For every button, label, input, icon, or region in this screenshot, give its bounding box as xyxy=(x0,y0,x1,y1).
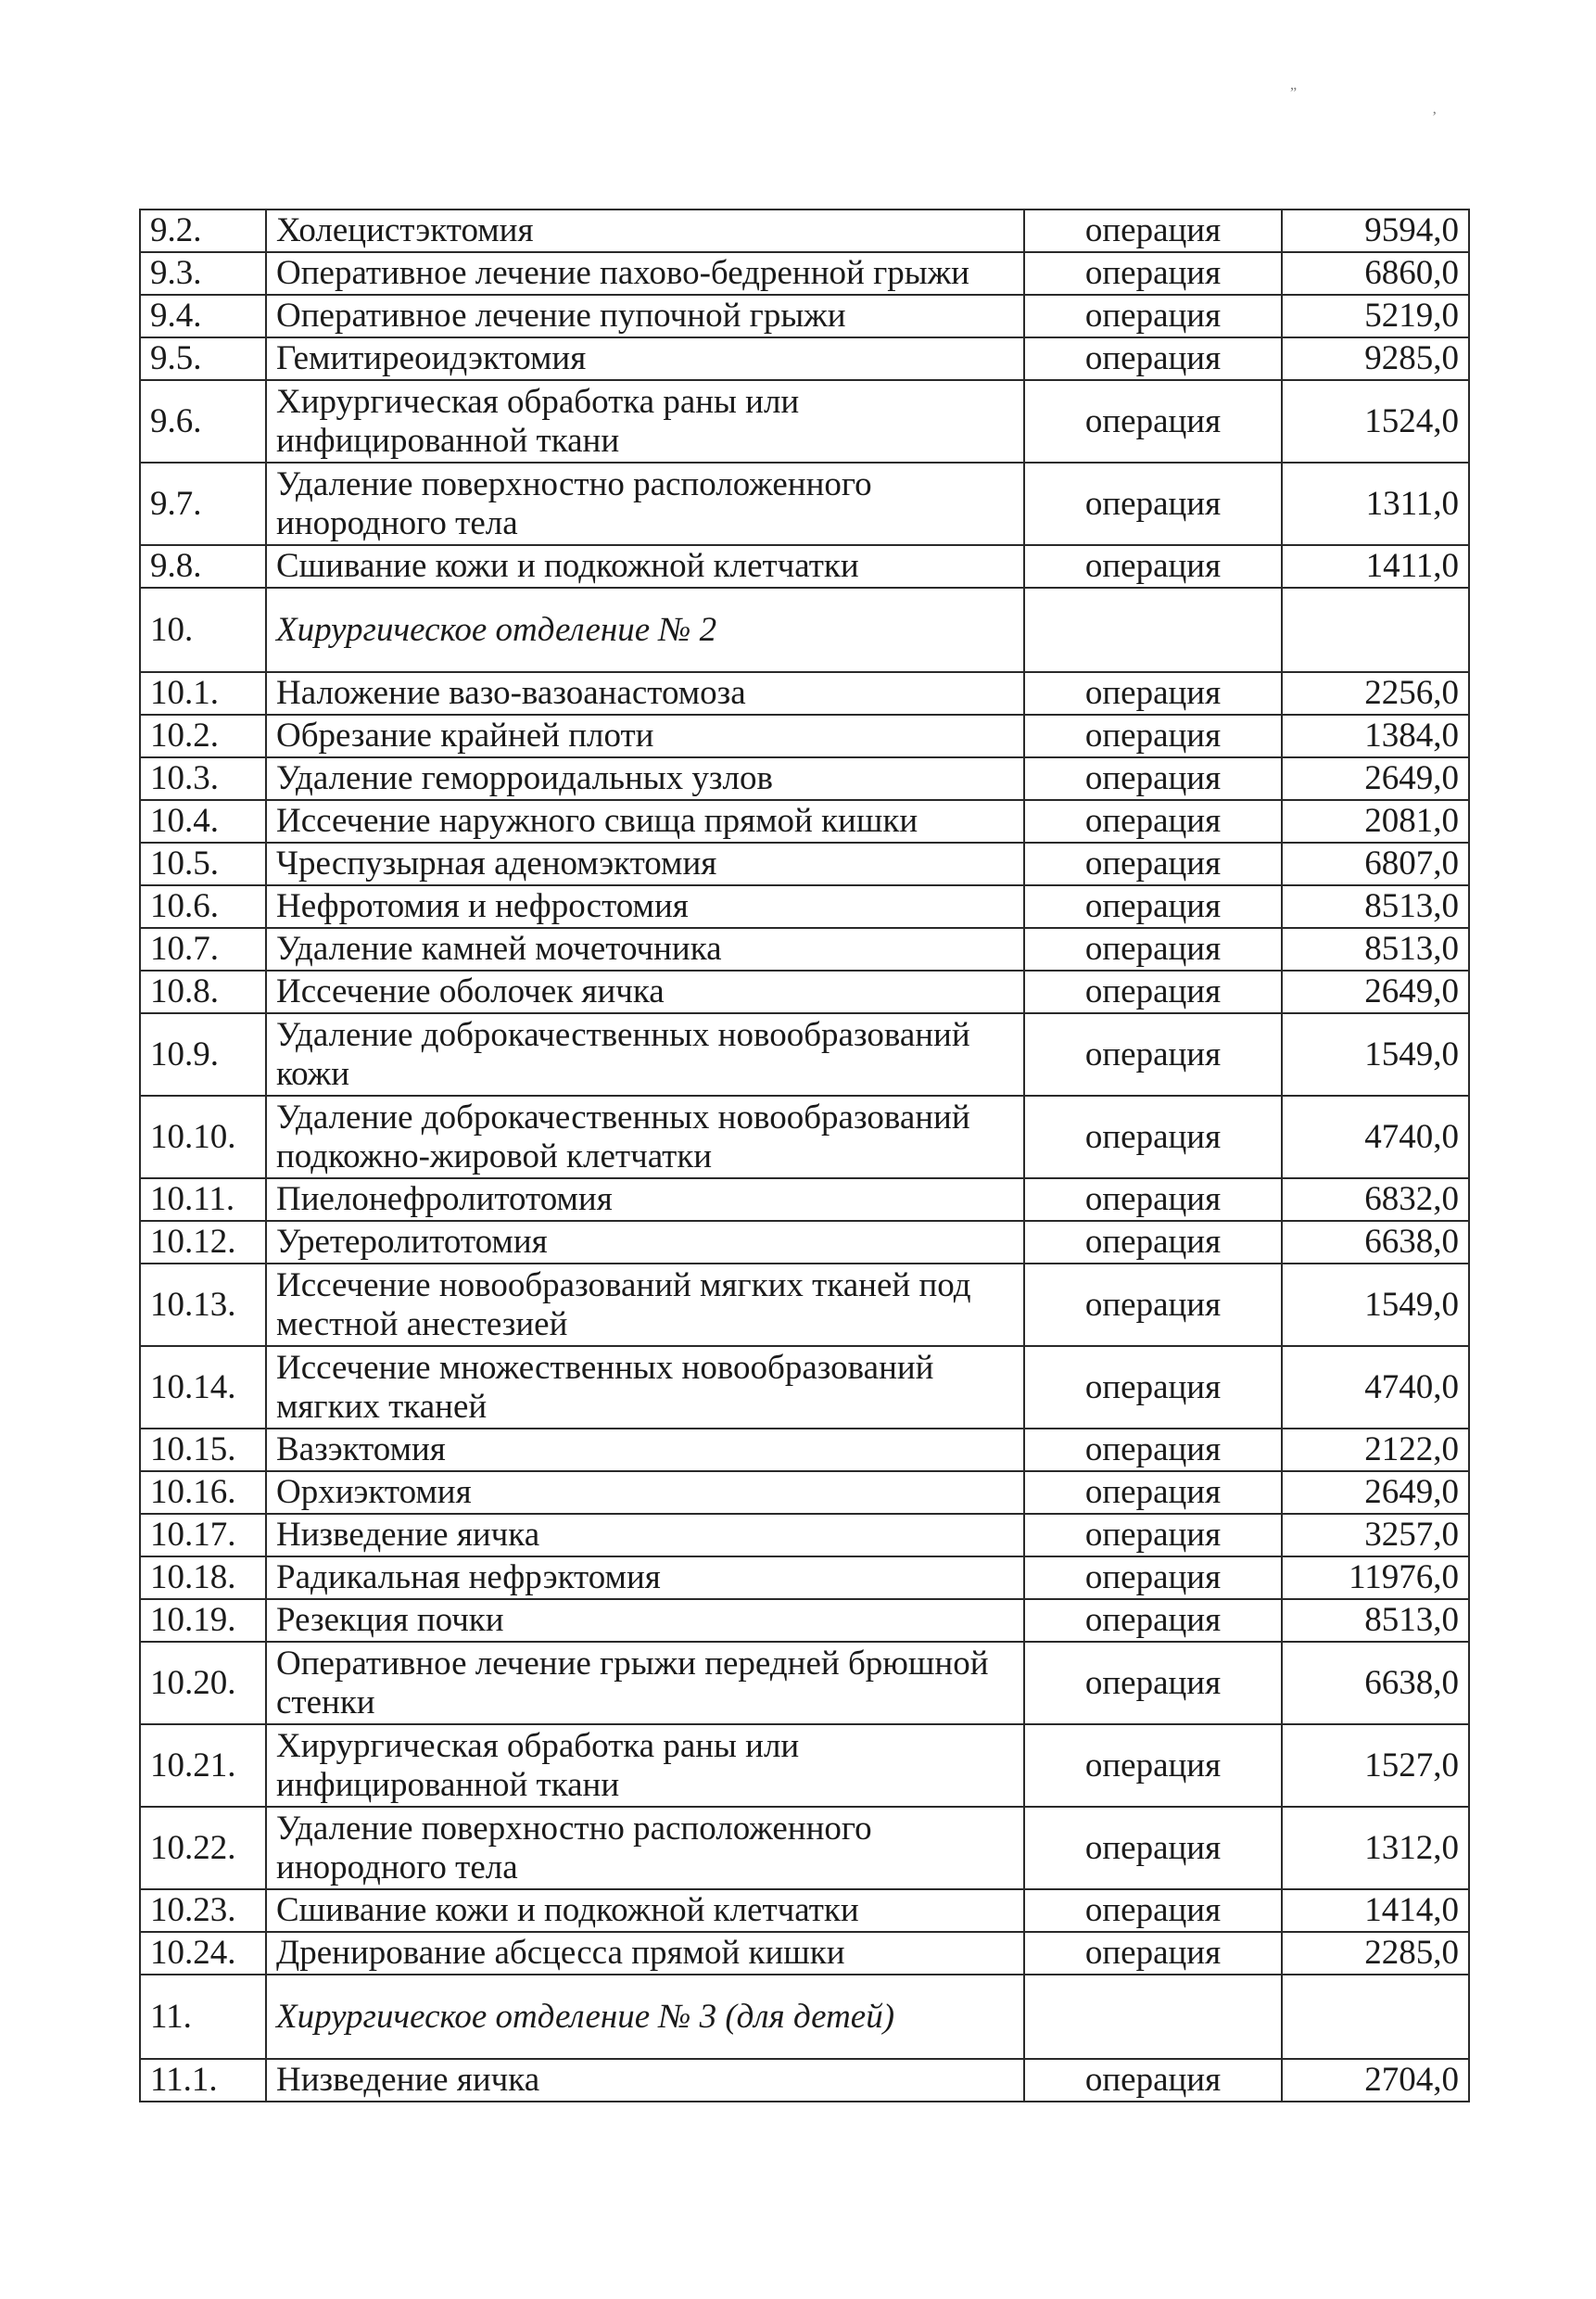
table-row xyxy=(140,843,1469,885)
unit-cell: операция xyxy=(1024,1556,1282,1599)
table-row xyxy=(140,210,1469,252)
price-cell: 2081,0 xyxy=(1282,800,1469,843)
table-row xyxy=(140,971,1469,1013)
unit-cell: операция xyxy=(1024,380,1282,463)
price-cell: 9285,0 xyxy=(1282,337,1469,380)
unit-cell: операция xyxy=(1024,295,1282,337)
price-list-table xyxy=(139,209,1470,2102)
unit-cell: операция xyxy=(1024,672,1282,715)
price-cell: 4740,0 xyxy=(1282,1096,1469,1178)
price-cell: 6832,0 xyxy=(1282,1178,1469,1221)
row-number: 10.5. xyxy=(140,843,266,885)
price-cell: 1312,0 xyxy=(1282,1807,1469,1889)
price-cell: 1384,0 xyxy=(1282,715,1469,757)
table-row xyxy=(140,1642,1469,1724)
service-name: Вазэктомия xyxy=(266,1429,1024,1471)
price-cell: 6860,0 xyxy=(1282,252,1469,295)
table-row xyxy=(140,1932,1469,1975)
price-cell: 2649,0 xyxy=(1282,757,1469,800)
service-name: Оперативное лечение пахово-бедренной грыжи xyxy=(266,252,1024,295)
service-name: Оперативное лечение пупочной грыжи xyxy=(266,295,1024,337)
service-name: Дренирование абсцесса прямой кишки xyxy=(266,1932,1024,1975)
row-number: 10.14. xyxy=(140,1346,266,1429)
unit-cell: операция xyxy=(1024,1889,1282,1932)
service-name: Удаление поверхностно расположенного инородного тела xyxy=(266,463,1024,545)
price-cell: 4740,0 xyxy=(1282,1346,1469,1429)
table-row xyxy=(140,715,1469,757)
row-number: 10.2. xyxy=(140,715,266,757)
price-cell: 2649,0 xyxy=(1282,971,1469,1013)
row-number: 10.18. xyxy=(140,1556,266,1599)
service-name: Хирургическое отделение № 3 (для детей) xyxy=(266,1975,1024,2059)
row-number: 9.6. xyxy=(140,380,266,463)
row-number: 10.7. xyxy=(140,928,266,971)
table-row xyxy=(140,1889,1469,1932)
table-row xyxy=(140,2059,1469,2102)
service-name: Нефротомия и нефростомия xyxy=(266,885,1024,928)
service-name: Орхиэктомия xyxy=(266,1471,1024,1514)
row-number: 10. xyxy=(140,588,266,672)
unit-cell: операция xyxy=(1024,545,1282,588)
table-row xyxy=(140,1221,1469,1264)
price-cell: 9594,0 xyxy=(1282,210,1469,252)
row-number: 10.6. xyxy=(140,885,266,928)
unit-cell: операция xyxy=(1024,1471,1282,1514)
table-row xyxy=(140,757,1469,800)
table-row xyxy=(140,672,1469,715)
unit-cell: операция xyxy=(1024,1807,1282,1889)
row-number: 10.9. xyxy=(140,1013,266,1096)
price-cell: 1527,0 xyxy=(1282,1724,1469,1807)
row-number: 11. xyxy=(140,1975,266,2059)
row-number: 9.7. xyxy=(140,463,266,545)
table-row xyxy=(140,1429,1469,1471)
service-name: Оперативное лечение грыжи передней брюшной стенки xyxy=(266,1642,1024,1724)
unit-cell: операция xyxy=(1024,928,1282,971)
row-number: 10.23. xyxy=(140,1889,266,1932)
table-row xyxy=(140,463,1469,545)
service-name: Хирургическое отделение № 2 xyxy=(266,588,1024,672)
service-name: Гемитиреоидэктомия xyxy=(266,337,1024,380)
table-row xyxy=(140,380,1469,463)
row-number: 9.3. xyxy=(140,252,266,295)
service-name: Сшивание кожи и подкожной клетчатки xyxy=(266,545,1024,588)
row-number: 10.13. xyxy=(140,1264,266,1346)
unit-cell: операция xyxy=(1024,210,1282,252)
table-row xyxy=(140,1096,1469,1178)
row-number: 10.16. xyxy=(140,1471,266,1514)
unit-cell: операция xyxy=(1024,1221,1282,1264)
row-number: 9.4. xyxy=(140,295,266,337)
section-row xyxy=(140,588,1469,672)
service-name: Удаление камней мочеточника xyxy=(266,928,1024,971)
unit-cell: операция xyxy=(1024,1514,1282,1556)
service-name: Иссечение наружного свища прямой кишки xyxy=(266,800,1024,843)
service-name: Удаление геморроидальных узлов xyxy=(266,757,1024,800)
unit-cell xyxy=(1024,1975,1282,2059)
unit-cell: операция xyxy=(1024,2059,1282,2102)
table-row xyxy=(140,1599,1469,1642)
price-cell xyxy=(1282,588,1469,672)
table-row xyxy=(140,545,1469,588)
table-row xyxy=(140,1514,1469,1556)
service-name: Хирургическая обработка раны или инфицированной ткани xyxy=(266,380,1024,463)
table-row xyxy=(140,1178,1469,1221)
row-number: 10.19. xyxy=(140,1599,266,1642)
price-cell: 2256,0 xyxy=(1282,672,1469,715)
unit-cell: операция xyxy=(1024,1264,1282,1346)
table-row xyxy=(140,1471,1469,1514)
price-cell: 1414,0 xyxy=(1282,1889,1469,1932)
row-number: 9.2. xyxy=(140,210,266,252)
price-cell: 1311,0 xyxy=(1282,463,1469,545)
row-number: 10.8. xyxy=(140,971,266,1013)
service-name: Пиелонефролитотомия xyxy=(266,1178,1024,1221)
row-number: 10.11. xyxy=(140,1178,266,1221)
price-cell: 2704,0 xyxy=(1282,2059,1469,2102)
row-number: 10.22. xyxy=(140,1807,266,1889)
price-cell: 1524,0 xyxy=(1282,380,1469,463)
unit-cell: операция xyxy=(1024,715,1282,757)
scan-mark: ” xyxy=(1290,85,1298,101)
row-number: 9.8. xyxy=(140,545,266,588)
service-name: Низведение яичка xyxy=(266,2059,1024,2102)
price-cell: 2122,0 xyxy=(1282,1429,1469,1471)
service-name: Иссечение новообразований мягких тканей под местной анестезией xyxy=(266,1264,1024,1346)
row-number: 10.3. xyxy=(140,757,266,800)
price-cell: 6807,0 xyxy=(1282,843,1469,885)
price-cell: 6638,0 xyxy=(1282,1221,1469,1264)
price-list-body xyxy=(140,210,1469,2102)
row-number: 10.10. xyxy=(140,1096,266,1178)
price-cell: 2285,0 xyxy=(1282,1932,1469,1975)
price-cell: 5219,0 xyxy=(1282,295,1469,337)
unit-cell: операция xyxy=(1024,1013,1282,1096)
table-row xyxy=(140,1807,1469,1889)
scan-mark: ’ xyxy=(1432,109,1438,125)
table-row xyxy=(140,1264,1469,1346)
table-row xyxy=(140,885,1469,928)
unit-cell: операция xyxy=(1024,1346,1282,1429)
price-cell: 3257,0 xyxy=(1282,1514,1469,1556)
service-name: Удаление доброкачественных новообразований кожи xyxy=(266,1013,1024,1096)
service-name: Иссечение оболочек яичка xyxy=(266,971,1024,1013)
unit-cell: операция xyxy=(1024,1599,1282,1642)
service-name: Сшивание кожи и подкожной клетчатки xyxy=(266,1889,1024,1932)
unit-cell: операция xyxy=(1024,1642,1282,1724)
service-name: Низведение яичка xyxy=(266,1514,1024,1556)
row-number: 10.24. xyxy=(140,1932,266,1975)
unit-cell: операция xyxy=(1024,463,1282,545)
table-row xyxy=(140,295,1469,337)
service-name: Удаление поверхностно расположенного инородного тела xyxy=(266,1807,1024,1889)
service-name: Удаление доброкачественных новообразований подкожно-жировой клетчатки xyxy=(266,1096,1024,1178)
row-number: 10.21. xyxy=(140,1724,266,1807)
price-cell: 8513,0 xyxy=(1282,928,1469,971)
price-cell: 6638,0 xyxy=(1282,1642,1469,1724)
unit-cell: операция xyxy=(1024,252,1282,295)
price-cell: 1411,0 xyxy=(1282,545,1469,588)
row-number: 10.15. xyxy=(140,1429,266,1471)
service-name: Уретеролитотомия xyxy=(266,1221,1024,1264)
service-name: Резекция почки xyxy=(266,1599,1024,1642)
unit-cell: операция xyxy=(1024,1178,1282,1221)
price-cell: 11976,0 xyxy=(1282,1556,1469,1599)
table-row xyxy=(140,800,1469,843)
table-row xyxy=(140,252,1469,295)
service-name: Холецистэктомия xyxy=(266,210,1024,252)
table-row xyxy=(140,1346,1469,1429)
price-cell: 1549,0 xyxy=(1282,1264,1469,1346)
section-row xyxy=(140,1975,1469,2059)
price-cell: 8513,0 xyxy=(1282,885,1469,928)
unit-cell: операция xyxy=(1024,1724,1282,1807)
unit-cell: операция xyxy=(1024,1096,1282,1178)
table-row xyxy=(140,337,1469,380)
unit-cell: операция xyxy=(1024,1429,1282,1471)
service-name: Наложение вазо-вазоанастомоза xyxy=(266,672,1024,715)
row-number: 10.17. xyxy=(140,1514,266,1556)
unit-cell: операция xyxy=(1024,1932,1282,1975)
table-row xyxy=(140,1724,1469,1807)
row-number: 10.20. xyxy=(140,1642,266,1724)
row-number: 10.12. xyxy=(140,1221,266,1264)
price-cell: 1549,0 xyxy=(1282,1013,1469,1096)
unit-cell: операция xyxy=(1024,757,1282,800)
unit-cell: операция xyxy=(1024,971,1282,1013)
row-number: 10.1. xyxy=(140,672,266,715)
unit-cell: операция xyxy=(1024,885,1282,928)
table-row xyxy=(140,928,1469,971)
row-number: 9.5. xyxy=(140,337,266,380)
price-cell xyxy=(1282,1975,1469,2059)
unit-cell: операция xyxy=(1024,843,1282,885)
service-name: Радикальная нефрэктомия xyxy=(266,1556,1024,1599)
unit-cell: операция xyxy=(1024,337,1282,380)
unit-cell: операция xyxy=(1024,800,1282,843)
service-name: Чреспузырная аденомэктомия xyxy=(266,843,1024,885)
service-name: Иссечение множественных новообразований мягких тканей xyxy=(266,1346,1024,1429)
row-number: 11.1. xyxy=(140,2059,266,2102)
service-name: Хирургическая обработка раны или инфицированной ткани xyxy=(266,1724,1024,1807)
table-row xyxy=(140,1013,1469,1096)
table-row xyxy=(140,1556,1469,1599)
price-cell: 2649,0 xyxy=(1282,1471,1469,1514)
service-name: Обрезание крайней плоти xyxy=(266,715,1024,757)
row-number: 10.4. xyxy=(140,800,266,843)
unit-cell xyxy=(1024,588,1282,672)
price-cell: 8513,0 xyxy=(1282,1599,1469,1642)
